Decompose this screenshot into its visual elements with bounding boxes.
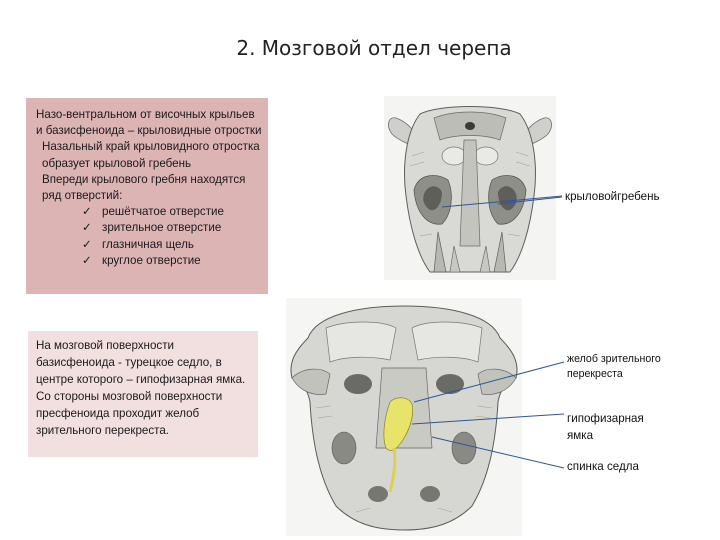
checkmark-icon: ✓ xyxy=(82,205,92,219)
label-crest: крыловойгребень xyxy=(565,190,660,203)
list-item-text: глазничная щель xyxy=(102,237,194,251)
paragraph-sella: На мозговой поверхности базисфеноида - турецкое седло, в центре которого – гипофизарная ямка. Со стороны мозговой поверхности пресфеноида проходит желоб зрительного перекреста. xyxy=(36,339,246,437)
checkmark-icon: ✓ xyxy=(82,237,92,251)
list-item-text: круглое отверстие xyxy=(102,253,201,267)
text-box-pterygoid xyxy=(26,98,268,294)
label-groove: желоб зрительного перекреста xyxy=(567,353,661,380)
checkmark-icon: ✓ xyxy=(82,221,92,235)
slide-title xyxy=(0,36,720,60)
label-dorsum: спинка седла xyxy=(567,460,639,473)
text-box-sella xyxy=(28,331,258,457)
list-item xyxy=(82,237,262,253)
list-item xyxy=(82,220,262,236)
slide-title-text: 2. Мозговой отдел черепа xyxy=(236,36,512,60)
checkmark-icon: ✓ xyxy=(82,253,92,267)
label-fossa: гипофизарная ямка xyxy=(567,412,644,442)
list-item-text: зрительное отверстие xyxy=(102,221,222,235)
paragraph-foramina: Впереди крылового гребня находятся ряд отверстий: xyxy=(42,172,246,203)
foramina-list xyxy=(36,204,262,269)
skull-illustration-pterygoid xyxy=(384,96,556,280)
skull-illustration-sella xyxy=(286,298,522,536)
paragraph-pterygoid: Назо-вентральном от височных крыльев и базисфеноида – крыловидные отростки xyxy=(36,108,262,138)
list-item xyxy=(82,204,262,220)
list-item-text: решётчатое отверстие xyxy=(102,205,224,219)
list-item xyxy=(82,253,262,269)
paragraph-crest: Назальный край крыловидного отростка образует крыловой гребень xyxy=(42,140,260,170)
